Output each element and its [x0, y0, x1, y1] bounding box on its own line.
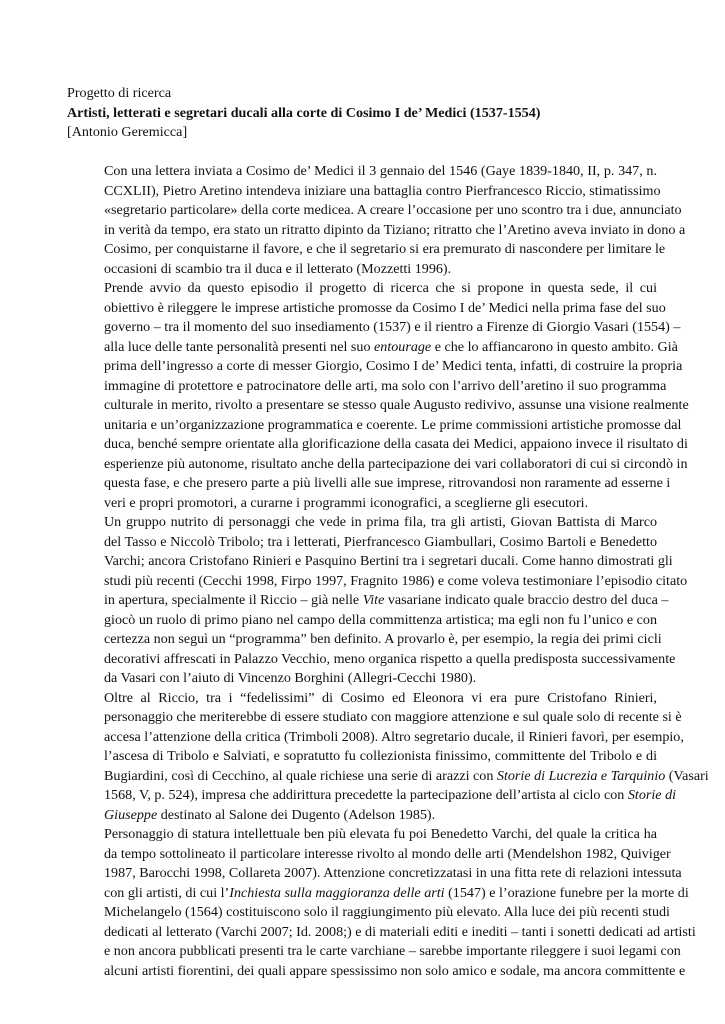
text-line: esperienze più autonome, risultato anche della partecipazione dei vari collaboratori di cui si circondò in [104, 455, 688, 472]
text-line: decorativi affrescati in Palazzo Vecchio, meno organica rispetto a quella predisposta successivamente [104, 650, 676, 667]
document-body [67, 162, 709, 981]
text-line: questa fase, e che presero parte a più livelli alle sue imprese, ritrovandosi non raramente ad esserne i [104, 475, 671, 491]
text-line: dedicati al letterato (Varchi 2007; Id. 2008;) e di materiali editi e inediti – tanti i sonetti dedicati ad artisti [104, 923, 696, 940]
text-line: Michelangelo (1564) costituiscono solo il raggiungimento più elevato. Alla luce dei più recenti studi [104, 904, 670, 920]
document-title: Artisti, letterati e segretari ducali alla corte di Cosimo I de’ Medici (1537-1554) [67, 104, 541, 121]
text-line: da Vasari con l’aiuto di Vincenzo Borghini (Allegri-Cecchi 1980). [104, 670, 477, 686]
text-line: in apertura, specialmente il Riccio – già nelle Vite vasariane indicato quale braccio destro del duca – [104, 592, 669, 608]
document-page [67, 84, 709, 981]
text-line: l’ascesa di Tribolo e Salviati, e sopratutto fu collezionista finissimo, committente del Tribolo e di [104, 748, 657, 764]
text-line: Giuseppe destinato al Salone dei Dugento (Adelson 1985). [104, 806, 436, 823]
text-line: CCXLII), Pietro Aretino intendeva iniziare una battaglia contro Pierfrancesco Riccio, stimatissimo [104, 182, 661, 199]
text-line: Cosimo, per conquistarne il favore, e che il segretario si era premurato di nascondere per limitare le [104, 241, 666, 257]
project-label: Progetto di ricerca [67, 85, 172, 101]
text-line: del Tasso e Niccolò Tribolo; tra i letterati, Pierfrancesco Giambullari, Cosimo Bartoli e Benedetto [104, 533, 657, 550]
paragraph [67, 162, 686, 279]
text-line: Con una lettera inviata a Cosimo de’ Medici il 3 gennaio del 1546 (Gaye 1839-1840, II, p. 347, n. [104, 163, 657, 179]
text-line: in verità da tempo, era stato un ritratto dipinto da Tiziano; ritratto che l’Aretino aveva inviato in dono a [104, 221, 686, 238]
author-name: [Antonio Geremicca] [67, 124, 188, 140]
paragraph [67, 689, 709, 826]
text-line: occasioni di scambio tra il duca e il letterato (Mozzetti 1996). [104, 260, 452, 277]
text-line: Varchi; ancora Cristofano Rinieri e Pasquino Bertini tra i segretari ducali. Come hanno dimostrati gli [104, 553, 673, 569]
text-line: Oltre al Riccio, tra i “fedelissimi” di Cosimo ed Eleonora vi era pure Cristofano Rinieri, [104, 689, 657, 706]
text-line: studi più recenti (Cecchi 1998, Firpo 1997, Fragnito 1986) e come voleva testimoniare l’episodio citato [104, 572, 688, 589]
text-line: Bugiardini, così di Cecchino, al quale richiese una serie di arazzi con Storie di Lucrezia e Tarquinio (Vasari [104, 767, 709, 784]
text-line: veri e propri promotori, a curarne i programmi iconografici, a sceglierne gli esecutori. [104, 494, 589, 511]
text-line: certezza non seguì un “programma” ben definito. A provarlo è, per esempio, la regia dei primi cicli [104, 631, 662, 647]
text-line: alla luce delle tante personalità presenti nel suo entourage e che lo affiancarono in questo ambito. Già [104, 338, 678, 355]
text-line: alcuni artisti fiorentini, dei quali appare spessissimo non solo amico e sodale, ma ancora committente e [104, 962, 686, 979]
text-line: 1987, Barocchi 1998, Collareta 2007). Attenzione concretizzatasi in una fitta rete di relazioni intessuta [104, 865, 682, 881]
text-line: culturale in merito, rivolto a presentare se stesso quale Augusto redivivo, assunse una visione realmente [104, 397, 689, 413]
text-line: e non ancora pubblicati presenti tra le carte varchiane – sarebbe importante rileggere i suoi legami con [104, 943, 681, 959]
document-header [67, 84, 657, 143]
text-line: con gli artisti, di cui l’Inchiesta sulla maggioranza delle arti (1547) e l’orazione funebre per la morte di [104, 884, 689, 901]
text-line: 1568, V, p. 524), impresa che addirittura precedette la partecipazione dell’artista al ciclo con Storie di [104, 787, 677, 803]
text-line: obiettivo è rileggere le imprese artistiche promosse da Cosimo I de’ Medici nella prima fase del suo [104, 299, 666, 316]
text-line: Personaggio di statura intellettuale ben più elevata fu poi Benedetto Varchi, del quale la critica ha [104, 826, 657, 842]
text-line: accesa l’attenzione della critica (Trimboli 2008). Altro segretario ducale, il Rinieri favorì, per esempio, [104, 728, 684, 745]
text-line: duca, benché sempre orientate alla glorificazione della casata dei Medici, appaiono invece il risultato di [104, 436, 688, 452]
paragraph [67, 279, 689, 513]
paragraph [67, 825, 696, 981]
text-line: «segretario particolare» della corte medicea. A creare l’occasione per uno scontro tra i due, annunciato [104, 202, 682, 218]
text-line: governo – tra il momento del suo insediamento (1537) e il rientro a Firenze di Giorgio Vasari (1554) – [104, 319, 681, 335]
text-line: Prende avvio da questo episodio il progetto di ricerca che si propone in questa sede, il cui [104, 280, 657, 296]
text-line: Un gruppo nutrito di personaggi che vede in prima fila, tra gli artisti, Giovan Battista di Marco [104, 514, 657, 530]
paragraph [67, 513, 688, 689]
text-line: giocò un ruolo di primo piano nel campo della committenza artistica; ma egli non fu l’unico e con [104, 611, 657, 628]
text-line: personaggio che meriterebbe di essere studiato con maggiore attenzione e sul quale solo di recente si è [104, 709, 682, 725]
text-line: immagine di protettore e patrocinatore delle arti, ma solo con l’arrivo dell’aretino il suo programma [104, 377, 667, 394]
text-line: prima dell’ingresso a corte di messer Giorgio, Cosimo I de’ Medici tenta, infatti, di costruire la propria [104, 358, 683, 374]
text-line: unitaria e un’organizzazione programmatica e coerente. Le prime commissioni artistiche promosse dal [104, 416, 682, 433]
text-line: da tempo sottolineato il particolare interesse rivolto al mondo delle arti (Mendelshon 1982, Quiviger [104, 845, 671, 862]
